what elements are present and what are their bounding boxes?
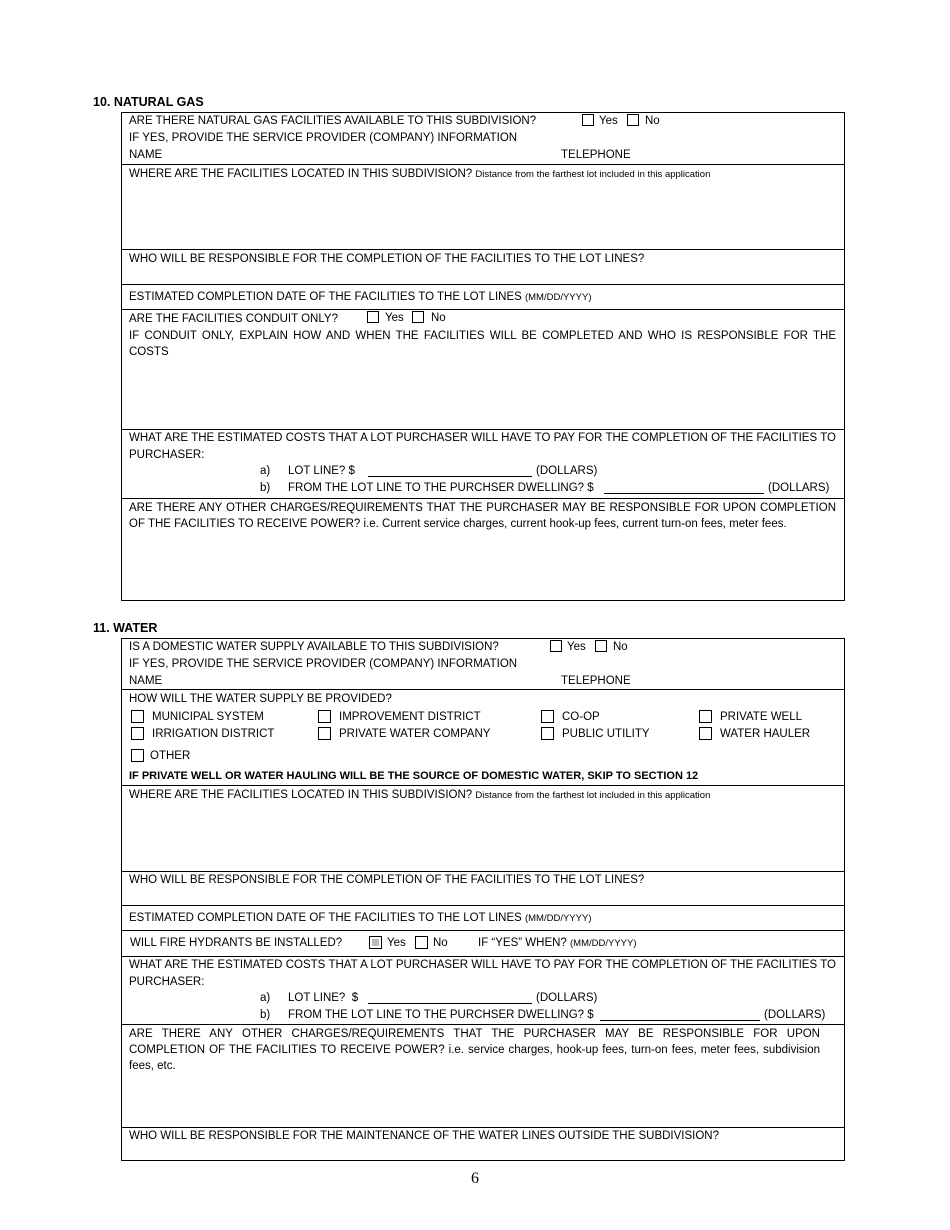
water-location-question-text: WHERE ARE THE FACILITIES LOCATED IN THIS SUBDIVISION? bbox=[129, 789, 473, 801]
public-utility-label: PUBLIC UTILITY bbox=[562, 728, 650, 740]
page-number: 6 bbox=[471, 1170, 479, 1187]
gas-responsible-question: WHO WILL BE RESPONSIBLE FOR THE COMPLETION OF THE FACILITIES TO THE LOT LINES? bbox=[129, 253, 645, 265]
water-provider-info-label: IF YES, PROVIDE THE SERVICE PROVIDER (COMPANY) INFORMATION bbox=[129, 658, 518, 670]
private-well-checkbox[interactable] bbox=[699, 710, 712, 723]
gas-cost-b-input[interactable] bbox=[604, 493, 764, 494]
gas-location-note: Distance from the farthest lot included in this application bbox=[475, 169, 711, 180]
gas-conduit-no-checkbox[interactable] bbox=[412, 311, 424, 323]
water-cost-b-dollars: (DOLLARS) bbox=[764, 1009, 826, 1021]
gas-conduit-question: ARE THE FACILITIES CONDUIT ONLY? bbox=[129, 313, 338, 325]
water-costs-row bbox=[122, 957, 844, 1025]
gas-location-question bbox=[129, 167, 710, 182]
water-maintenance-row[interactable] bbox=[122, 1128, 844, 1161]
other-label: OTHER bbox=[150, 750, 191, 762]
municipal-system-label: MUNICIPAL SYSTEM bbox=[152, 711, 264, 723]
gas-available-yes-checkbox[interactable] bbox=[582, 114, 594, 126]
water-completion-date-question bbox=[129, 911, 591, 926]
gas-responsible-row[interactable] bbox=[122, 250, 844, 285]
gas-cost-b-letter: b) bbox=[260, 482, 271, 494]
hydrants-no-checkbox[interactable] bbox=[415, 936, 428, 949]
water-hydrants-row bbox=[122, 931, 844, 957]
improvement-district-checkbox[interactable] bbox=[318, 710, 331, 723]
gas-cost-a-label: LOT LINE? $ bbox=[288, 465, 355, 477]
co-op-checkbox[interactable] bbox=[541, 710, 554, 723]
water-maintenance-question: WHO WILL BE RESPONSIBLE FOR THE MAINTENANCE OF THE WATER LINES OUTSIDE THE SUBDIVISION? bbox=[129, 1130, 720, 1142]
gas-name-field[interactable]: NAME bbox=[129, 149, 163, 161]
private-water-company-label: PRIVATE WATER COMPANY bbox=[339, 728, 491, 740]
water-available-no-label: No bbox=[613, 641, 628, 653]
gas-conduit-explain: IF CONDUIT ONLY, EXPLAIN HOW AND WHEN THE FACILITIES WILL BE COMPLETED AND WHO IS RESPONSIBLE FOR THE COSTS bbox=[129, 330, 836, 358]
water-cost-b-letter: b) bbox=[260, 1009, 271, 1021]
hydrants-yes-label: Yes bbox=[387, 937, 406, 949]
hydrants-when-label: IF “YES” WHEN? bbox=[478, 937, 567, 949]
gas-telephone-field[interactable]: TELEPHONE bbox=[561, 149, 631, 161]
gas-cost-a-letter: a) bbox=[260, 465, 271, 477]
other-checkbox[interactable] bbox=[131, 749, 144, 762]
natural-gas-section bbox=[121, 112, 845, 601]
gas-completion-date-question bbox=[129, 290, 591, 305]
hydrants-no-label: No bbox=[433, 937, 448, 949]
gas-provider-info-label: IF YES, PROVIDE THE SERVICE PROVIDER (COMPANY) INFORMATION bbox=[129, 132, 518, 144]
water-heading: 11. WATER bbox=[93, 621, 158, 635]
gas-available-question: ARE THERE NATURAL GAS FACILITIES AVAILABLE TO THIS SUBDIVISION? bbox=[129, 115, 537, 127]
water-hauler-label: WATER HAULER bbox=[720, 728, 811, 740]
private-well-label: PRIVATE WELL bbox=[720, 711, 803, 723]
gas-location-row[interactable] bbox=[122, 165, 844, 250]
gas-date-format: (MM/DD/YYYY) bbox=[524, 292, 592, 303]
water-availability-row bbox=[122, 639, 844, 690]
water-telephone-field[interactable]: TELEPHONE bbox=[561, 675, 631, 687]
gas-completion-date-text: ESTIMATED COMPLETION DATE OF THE FACILITIES TO THE LOT LINES bbox=[129, 291, 522, 303]
hydrants-yes-checkbox[interactable] bbox=[369, 936, 382, 949]
water-date-format: (MM/DD/YYYY) bbox=[524, 913, 592, 924]
hydrants-date-format: (MM/DD/YYYY) bbox=[570, 938, 637, 949]
gas-conduit-yes-label: Yes bbox=[385, 312, 404, 324]
water-other-charges-question: ARE THERE ANY OTHER CHARGES/REQUIREMENTS THAT THE PURCHASER MAY BE RESPONSIBLE FOR UPON COMPLETION OF THE FACILITIES TO RECEIVE POWER? i.e. service charges, hook-up fees, turn-on fees, meter fees, subdivision fees, etc. bbox=[129, 1028, 820, 1072]
co-op-label: CO-OP bbox=[562, 711, 600, 723]
gas-cost-b-dollars: (DOLLARS) bbox=[768, 482, 830, 494]
water-available-no-checkbox[interactable] bbox=[595, 640, 607, 652]
hydrants-question: WILL FIRE HYDRANTS BE INSTALLED? bbox=[130, 937, 343, 949]
water-skip-note: IF PRIVATE WELL OR WATER HAULING WILL BE THE SOURCE OF DOMESTIC WATER, SKIP TO SECTION 12 bbox=[129, 770, 699, 782]
water-cost-a-dollars: (DOLLARS) bbox=[536, 992, 598, 1004]
gas-other-charges-row[interactable] bbox=[122, 499, 844, 600]
water-supply-row bbox=[122, 690, 844, 786]
gas-cost-b-label: FROM THE LOT LINE TO THE PURCHSER DWELLING? $ bbox=[288, 482, 594, 494]
water-available-yes-checkbox[interactable] bbox=[550, 640, 562, 652]
gas-cost-a-dollars: (DOLLARS) bbox=[536, 465, 598, 477]
gas-conduit-row bbox=[122, 310, 844, 430]
gas-available-no-label: No bbox=[645, 115, 660, 127]
municipal-system-checkbox[interactable] bbox=[131, 710, 144, 723]
gas-costs-row bbox=[122, 430, 844, 499]
water-location-question bbox=[129, 788, 710, 803]
water-cost-b-input[interactable] bbox=[600, 1020, 760, 1021]
water-name-field[interactable]: NAME bbox=[129, 675, 163, 687]
water-responsible-question: WHO WILL BE RESPONSIBLE FOR THE COMPLETION OF THE FACILITIES TO THE LOT LINES? bbox=[129, 874, 645, 886]
water-completion-date-text: ESTIMATED COMPLETION DATE OF THE FACILITIES TO THE LOT LINES bbox=[129, 912, 522, 924]
gas-availability-row bbox=[122, 113, 844, 165]
gas-conduit-yes-checkbox[interactable] bbox=[367, 311, 379, 323]
water-cost-a-label: LOT LINE? $ bbox=[288, 992, 359, 1004]
gas-available-yes-label: Yes bbox=[599, 115, 618, 127]
gas-available-no-checkbox[interactable] bbox=[627, 114, 639, 126]
water-hauler-checkbox[interactable] bbox=[699, 727, 712, 740]
water-location-note: Distance from the farthest lot included in this application bbox=[475, 790, 711, 801]
water-location-row[interactable] bbox=[122, 786, 844, 872]
water-completion-date-row[interactable] bbox=[122, 906, 844, 931]
water-costs-question: WHAT ARE THE ESTIMATED COSTS THAT A LOT PURCHASER WILL HAVE TO PAY FOR THE COMPLETION OF THE FACILITIES TO PURCHASER: bbox=[129, 959, 836, 988]
water-section bbox=[121, 638, 845, 1161]
water-supply-question: HOW WILL THE WATER SUPPLY BE PROVIDED? bbox=[129, 693, 392, 705]
irrigation-district-label: IRRIGATION DISTRICT bbox=[152, 728, 275, 740]
natural-gas-heading: 10. NATURAL GAS bbox=[93, 95, 204, 109]
hydrants-when-field[interactable] bbox=[478, 936, 637, 951]
irrigation-district-checkbox[interactable] bbox=[131, 727, 144, 740]
water-cost-a-input[interactable] bbox=[368, 1003, 532, 1004]
gas-costs-question: WHAT ARE THE ESTIMATED COSTS THAT A LOT PURCHASER WILL HAVE TO PAY FOR THE COMPLETION OF THE FACILITIES TO PURCHASER: bbox=[129, 432, 836, 461]
water-cost-b-label: FROM THE LOT LINE TO THE PURCHSER DWELLING? $ bbox=[288, 1009, 594, 1021]
water-available-yes-label: Yes bbox=[567, 641, 586, 653]
gas-completion-date-row[interactable] bbox=[122, 285, 844, 310]
public-utility-checkbox[interactable] bbox=[541, 727, 554, 740]
water-responsible-row[interactable] bbox=[122, 872, 844, 906]
gas-location-question-text: WHERE ARE THE FACILITIES LOCATED IN THIS SUBDIVISION? bbox=[129, 168, 473, 180]
private-water-company-checkbox[interactable] bbox=[318, 727, 331, 740]
water-other-charges-row[interactable] bbox=[122, 1025, 844, 1128]
water-cost-a-letter: a) bbox=[260, 992, 271, 1004]
gas-cost-a-input[interactable] bbox=[368, 476, 532, 477]
gas-other-charges-question: ARE THERE ANY OTHER CHARGES/REQUIREMENTS THAT THE PURCHASER MAY BE RESPONSIBLE FOR UPON COMPLETION OF THE FACILITIES TO RECEIVE POWER? i.e. Current service charges, current hook-up fees, current turn-on fees, meter fees. bbox=[129, 502, 836, 530]
water-available-question: IS A DOMESTIC WATER SUPPLY AVAILABLE TO THIS SUBDIVISION? bbox=[129, 641, 499, 653]
gas-conduit-no-label: No bbox=[431, 312, 446, 324]
improvement-district-label: IMPROVEMENT DISTRICT bbox=[339, 711, 481, 723]
